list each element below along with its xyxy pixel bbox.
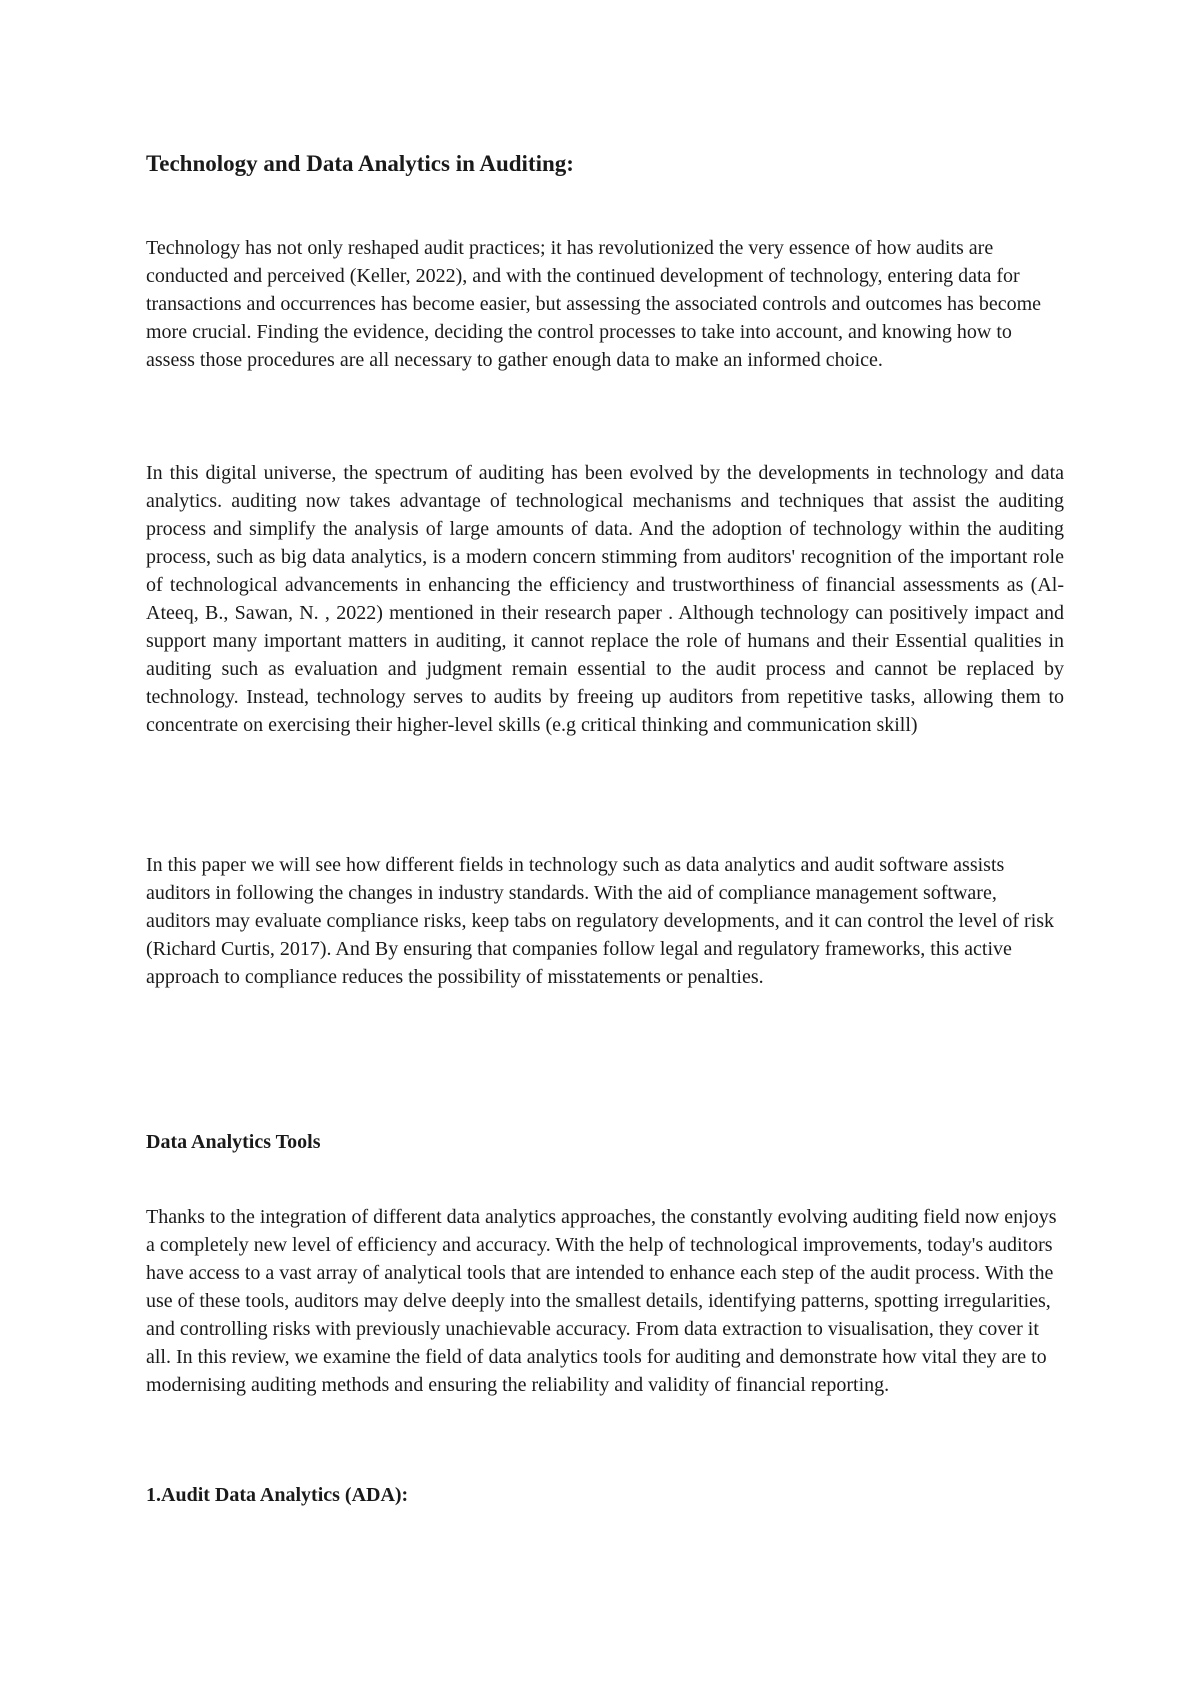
paragraph-intro: Technology has not only reshaped audit practices; it has revolutionized the very essence of how audits are conducted and perceived (Keller, 2022), and with the continued development of technology, entering data for transactions and occurrences has become easier, but assessing the associated controls and outcomes has become more crucial. Finding the evidence, deciding the control processes to take into account, and knowing how to assess those procedures are all necessary to gather enough data to make an informed choice. xyxy=(146,237,1041,371)
paragraph-this-paper: In this paper we will see how different fields in technology such as data analytics and audit software assists auditors in following the changes in industry standards. With the aid of compliance management software, auditors may evaluate compliance risks, keep tabs on regulatory developments, and it can control the level of risk (Richard Curtis, 2017). And By ensuring that companies follow legal and regulatory frameworks, this active approach to compliance reduces the possibility of misstatements or penalties. xyxy=(146,854,1055,988)
section-heading-audit-data-analytics: 1.Audit Data Analytics (ADA): xyxy=(146,1484,409,1506)
paragraph-tools-intro: Thanks to the integration of different data analytics approaches, the constantly evolving auditing field now enjoys a completely new level of efficiency and accuracy. With the help of technological improvements, today's auditors have access to a vast array of analytical tools that are intended to enhance each step of the audit process. With the use of these tools, auditors may delve deeply into the smallest details, identifying patterns, spotting irregularities, and controlling risks with previously unachievable accuracy. From data extraction to visualisation, they cover it all. In this review, we examine the field of data analytics tools for auditing and demonstrate how vital they are to modernising auditing methods and ensuring the reliability and validity of financial reporting. xyxy=(146,1206,1057,1396)
paragraph-digital-universe: In this digital universe, the spectrum of auditing has been evolved by the developments in technology and data analytics. auditing now takes advantage of technological mechanisms and techniques that assist the auditing process and simplify the analysis of large amounts of data. And the adoption of technology within the auditing process, such as big data analytics, is a modern concern stimming from auditors' recognition of the important role of technological advancements in enhancing the efficiency and trustworthiness of financial assessments as (Al-Ateeq, B., Sawan, N. , 2022) mentioned in their research paper . Although technology can positively impact and support many important matters in auditing, it cannot replace the role of humans and their Essential qualities in auditing such as evaluation and judgment remain essential to the audit process and cannot be replaced by technology. Instead, technology serves to audits by freeing up auditors from repetitive tasks, allowing them to concentrate on exercising their higher-level skills (e.g critical thinking and communication skill) xyxy=(146,462,1064,736)
section-heading-data-analytics-tools: Data Analytics Tools xyxy=(146,1131,321,1153)
document-title: Technology and Data Analytics in Auditing: xyxy=(146,151,574,176)
